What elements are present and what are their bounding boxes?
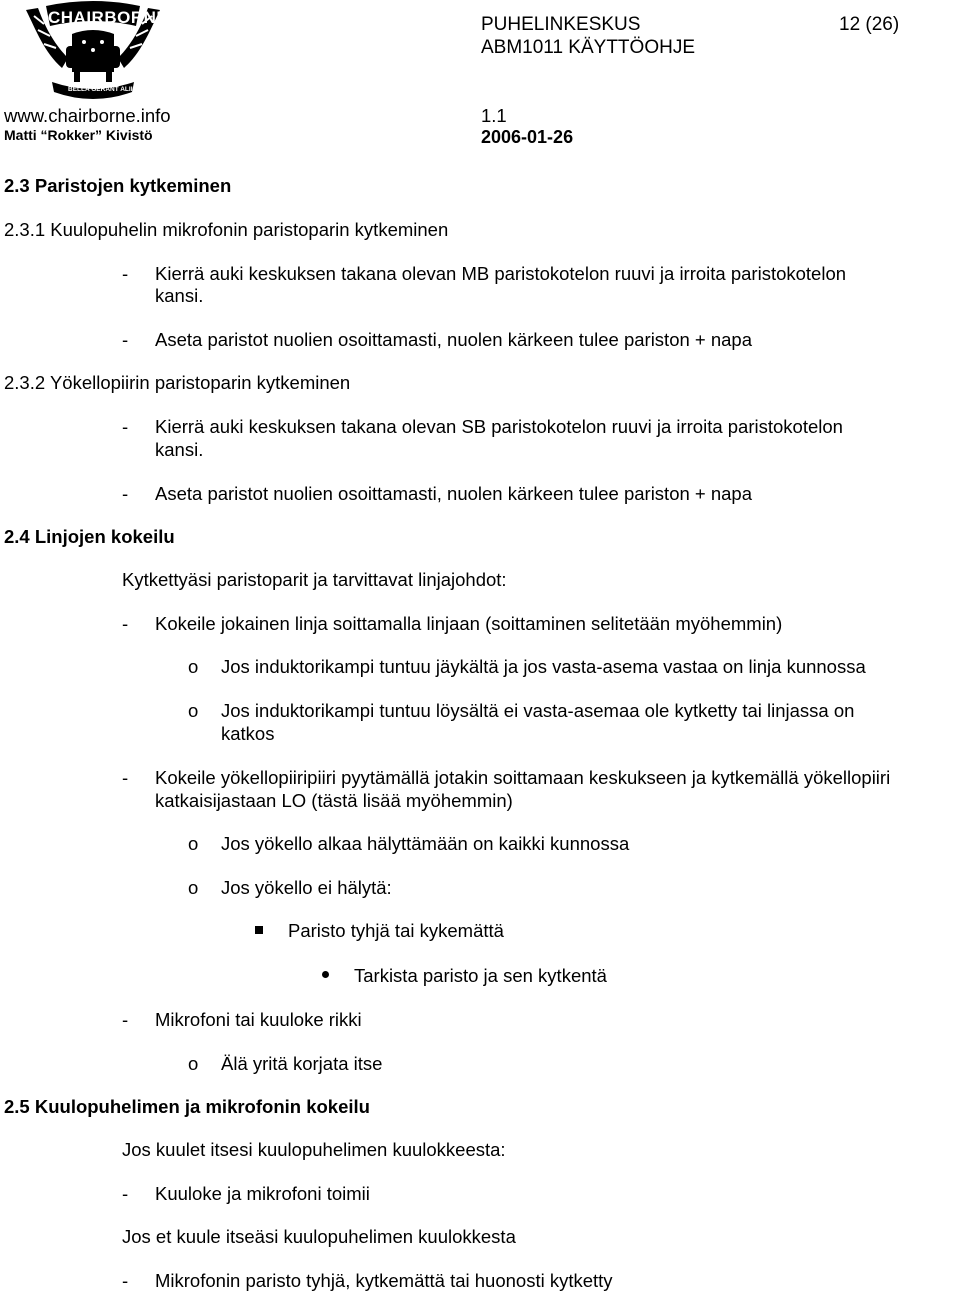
circle-marker: o — [188, 833, 199, 854]
doc-date: 2006-01-26 — [481, 127, 574, 147]
sub-sub-item-text: Paristo tyhjä tai kykemättä — [288, 920, 504, 941]
doc-version: 1.1 — [481, 105, 507, 126]
sub-item-text: Jos induktorikampi tuntuu löysältä ei vasta-asemaa ole kytketty tai linjassa on — [221, 700, 855, 721]
list-item-text: Kierrä auki keskuksen takana olevan MB paristokotelon ruuvi ja irroita paristokotelon — [155, 263, 847, 284]
list-item-text: katkaisijastaan LO (tästä lisää myöhemmin) — [155, 790, 513, 811]
dash-marker: - — [122, 1270, 129, 1291]
list-item-text: Kierrä auki keskuksen takana olevan SB paristokotelon ruuvi ja irroita paristokotelon — [155, 416, 843, 437]
circle-marker: o — [188, 656, 199, 677]
author-name: Matti “Rokker” Kivistö — [4, 127, 153, 143]
dash-marker: - — [122, 416, 129, 437]
list-item-text: Mikrofonin paristo tyhjä, kytkemättä tai huonosti kytketty — [155, 1270, 613, 1291]
sub-sub-sub-item-text: Tarkista paristo ja sen kytkentä — [354, 965, 607, 986]
page-number: 12 (26) — [839, 14, 900, 35]
list-item-text: Aseta paristot nuolien osoittamasti, nuolen kärkeen tulee pariston + napa — [155, 329, 753, 350]
sub-item-text: Jos induktorikampi tuntuu jäykältä ja jos vasta-asema vastaa on linja kunnossa — [221, 656, 866, 677]
list-item-text: Kokeile yökellopiiripiiri pyytämällä jotakin soittamaan keskukseen ja kytkemällä yökellopiiri — [155, 767, 891, 788]
intro-text: Jos et kuule itseäsi kuulopuhelimen kuulokkesta — [122, 1226, 516, 1247]
section-2-3-2-heading: 2.3.2 Yökellopiirin paristoparin kytkeminen — [4, 372, 351, 393]
sub-item-text: katkos — [221, 723, 275, 744]
square-bullet-icon — [255, 926, 263, 934]
list-item-text: Mikrofoni tai kuuloke rikki — [155, 1009, 362, 1030]
list-item-text: kansi. — [155, 439, 204, 460]
list-item-text: Kokeile jokainen linja soittamalla linjaan (soittaminen selitetään myöhemmin) — [155, 613, 783, 634]
dash-marker: - — [122, 263, 129, 284]
dot-bullet-icon — [322, 971, 329, 978]
dash-marker: - — [122, 483, 129, 504]
list-item-text: Kuuloke ja mikrofoni toimii — [155, 1183, 370, 1204]
dash-marker: - — [122, 1009, 129, 1030]
section-2-4-heading: 2.4 Linjojen kokeilu — [4, 526, 175, 547]
logo-text-top: CHAIRBORNE — [48, 8, 169, 27]
list-item-text: kansi. — [155, 285, 204, 306]
intro-text: Jos kuulet itsesi kuulopuhelimen kuulokkeesta: — [122, 1139, 506, 1160]
circle-marker: o — [188, 1053, 199, 1074]
circle-marker: o — [188, 877, 199, 898]
website-url[interactable]: www.chairborne.info — [4, 105, 171, 126]
section-2-3-heading: 2.3 Paristojen kytkeminen — [4, 175, 232, 196]
doc-title-line2: ABM1011 KÄYTTÖOHJE — [481, 37, 695, 58]
dash-marker: - — [122, 329, 129, 350]
sub-item-text: Jos yökello alkaa hälyttämään on kaikki kunnossa — [221, 833, 630, 854]
section-2-5-heading: 2.5 Kuulopuhelimen ja mikrofonin kokeilu — [4, 1096, 370, 1117]
logo-text-bottom: BELLA GERANT ALII — [68, 86, 133, 93]
sub-item-text: Jos yökello ei hälytä: — [221, 877, 392, 898]
doc-title-line1: PUHELINKESKUS — [481, 14, 641, 35]
circle-marker: o — [188, 700, 199, 721]
sub-item-text: Älä yritä korjata itse — [221, 1053, 383, 1074]
intro-text: Kytkettyäsi paristoparit ja tarvittavat linjajohdot: — [122, 569, 507, 590]
dash-marker: - — [122, 613, 129, 634]
list-item-text: Aseta paristot nuolien osoittamasti, nuolen kärkeen tulee pariston + napa — [155, 483, 753, 504]
section-2-3-1-heading: 2.3.1 Kuulopuhelin mikrofonin paristoparin kytkeminen — [4, 219, 449, 240]
dash-marker: - — [122, 1183, 129, 1204]
dash-marker: - — [122, 767, 129, 788]
